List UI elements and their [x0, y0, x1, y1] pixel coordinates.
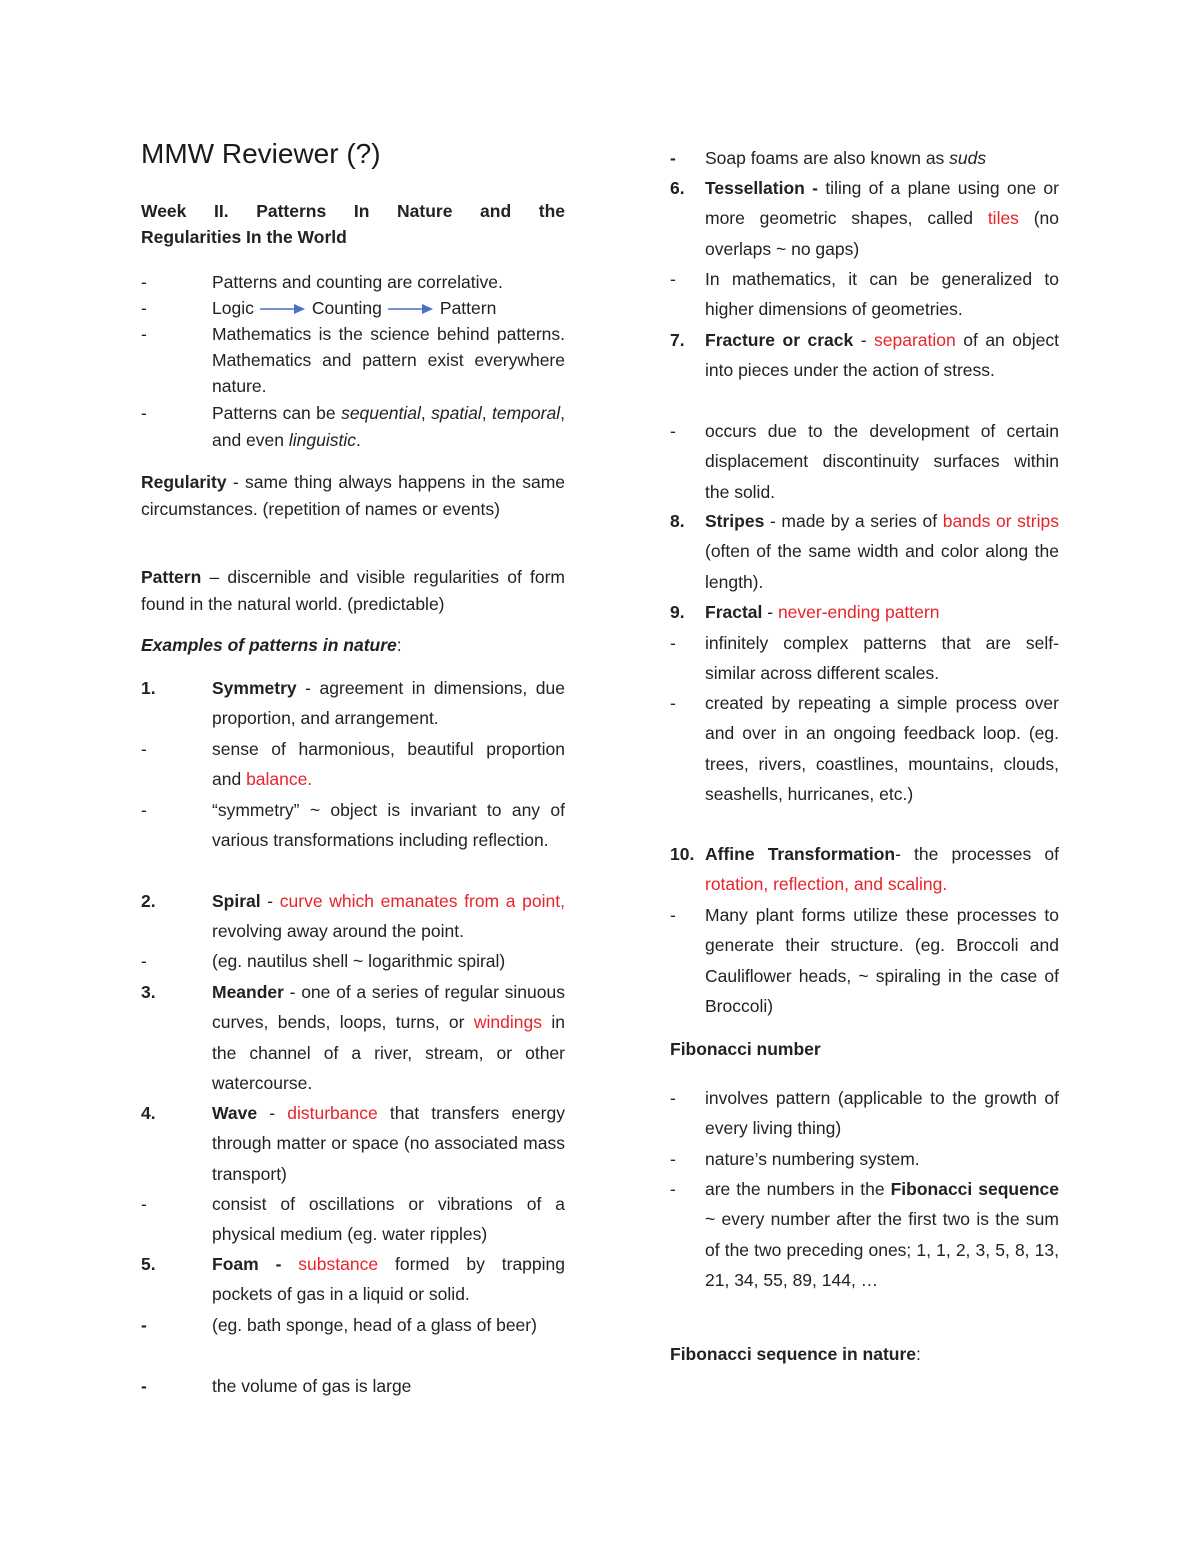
pattern-label: Pattern [439, 298, 497, 318]
list-item-affine: 10. Affine Transformation- the processes of rotation, reflection, and scaling. [670, 844, 1059, 895]
list-item: - involves pattern (applicable to the growth of every living thing) [670, 1088, 1059, 1139]
list-item: - sense of harmonious, beautiful proportion and balance. [141, 739, 565, 790]
list-item-foam: 5. Foam - substance formed by trapping pockets of gas in a liquid or solid. [141, 1254, 565, 1305]
logic-label: Logic [212, 298, 254, 318]
list-item: - Many plant forms utilize these processes to generate their structure. (eg. Broccoli and Cauliflower heads, ~ spiraling in the case of Broccoli) [670, 905, 1059, 1016]
list-item: - occurs due to the development of certain displacement discontinuity surfaces within the solid. [670, 421, 1059, 502]
list-item-wave: 4. Wave - disturbance that transfers energy through matter or space (no associated mass transport) [141, 1103, 565, 1184]
list-item: - infinitely complex patterns that are self-similar across different scales. [670, 633, 1059, 684]
right-arrow-icon [258, 302, 308, 316]
list-item [141, 295, 565, 321]
list-item: - consist of oscillations or vibrations of a physical medium (eg. water ripples) [141, 1194, 565, 1245]
list-item-fracture: 7. Fracture or crack - separation of an object into pieces under the action of stress. [670, 330, 1059, 381]
list-item [141, 400, 565, 453]
list-item: - In mathematics, it can be generalized to higher dimensions of geometries. [670, 269, 1059, 320]
regularity-definition: Regularity - same thing always happens in the same circumstances. (repetition of names or events) [141, 472, 565, 519]
bullet-text: Patterns and counting are correlative. [212, 272, 503, 292]
right-arrow-icon [386, 302, 436, 316]
list-item: - “symmetry” ~ object is invariant to any of various transformations including reflection. [141, 800, 565, 851]
fibonacci-nature-heading: Fibonacci sequence in nature: [670, 1344, 921, 1364]
bullet-text: Patterns can be sequential, spatial, temporal, and even linguistic. [212, 403, 565, 450]
list-item [141, 321, 565, 399]
list-item: - (eg. bath sponge, head of a glass of beer) [141, 1315, 537, 1335]
week-heading-line-2: Regularities In the World [141, 227, 347, 247]
week-heading-line-1: Week II. Patterns In Nature and the [141, 201, 565, 221]
bullet-dash: - [141, 272, 147, 292]
bullet-text: Mathematics is the science behind patterns. Mathematics and pattern exist everywhere nature. [212, 324, 565, 396]
list-item-stripes: 8. Stripes - made by a series of bands or strips (often of the same width and color along the length). [670, 511, 1059, 592]
fibonacci-heading: Fibonacci number [670, 1039, 821, 1059]
list-item-tessellation: 6. Tessellation - tiling of a plane using one or more geometric shapes, called tiles (no overlaps ~ no gaps) [670, 178, 1060, 259]
bullet-dash: - [141, 403, 147, 423]
list-item: - (eg. nautilus shell ~ logarithmic spiral) [141, 951, 506, 971]
examples-heading: Examples of patterns in nature: [141, 635, 402, 655]
list-item: - created by repeating a simple process over and over in an ongoing feedback loop. (eg. trees, rivers, coastlines, mountains, clouds, seashells, hurricanes, etc.) [670, 693, 1059, 804]
list-item: - the volume of gas is large [141, 1376, 412, 1396]
page-title: MMW Reviewer (?) [141, 138, 381, 169]
counting-label: Counting [311, 298, 382, 318]
list-item [141, 269, 565, 295]
list-item: - Soap foams are also known as suds [670, 148, 987, 168]
week-heading [141, 198, 565, 250]
pattern-definition: Pattern – discernible and visible regularities of form found in the natural world. (predictable) [141, 567, 565, 614]
bullet-dash: - [141, 324, 147, 344]
list-item-meander: 3. Meander - one of a series of regular sinuous curves, bends, loops, turns, or windings in the channel of a river, stream, or other watercourse. [141, 982, 565, 1093]
bullet-dash: - [141, 298, 147, 318]
list-item: - are the numbers in the Fibonacci sequence ~ every number after the first two is the sum of the two preceding ones; 1, 1, 2, 3, 5, 8, 13, 21, 34, 55, 89, 144, … [670, 1179, 1059, 1290]
list-item: - nature’s numbering system. [670, 1149, 920, 1169]
list-item-fractal: 9. Fractal - never-ending pattern [670, 602, 940, 622]
logic-counting-pattern [212, 295, 565, 321]
list-item-spiral: 2. Spiral - curve which emanates from a point, revolving away around the point. [141, 891, 565, 942]
list-item-symmetry: 1. Symmetry - agreement in dimensions, due proportion, and arrangement. [141, 678, 565, 729]
